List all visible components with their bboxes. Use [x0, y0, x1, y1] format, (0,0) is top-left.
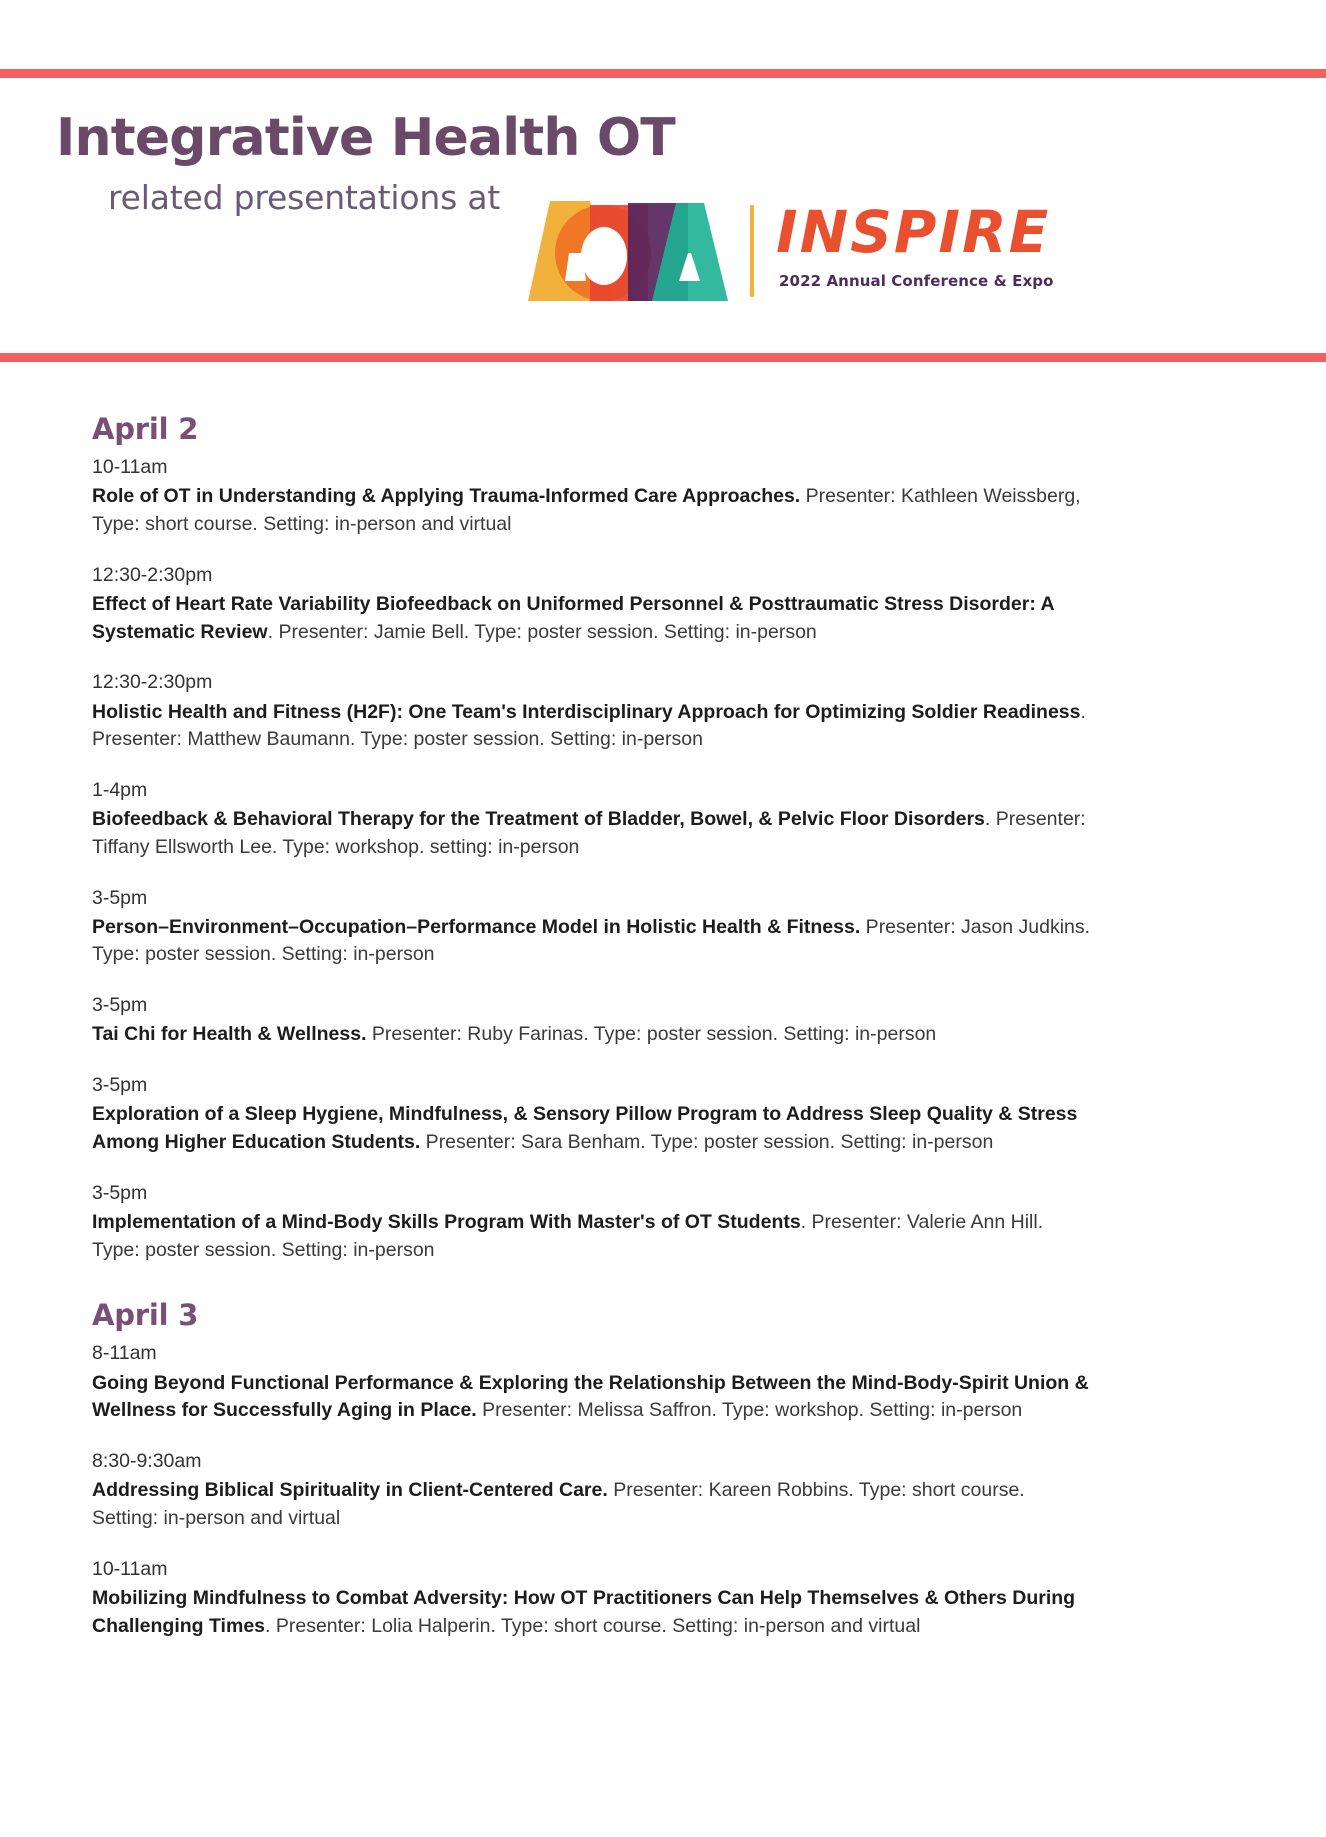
- entry-title: Tai Chi for Health & Wellness.: [92, 1023, 367, 1046]
- logo-divider-icon: [750, 205, 754, 297]
- header-bottom-rule: [0, 353, 1326, 362]
- entry-body: [92, 1101, 1092, 1156]
- schedule-entry: [92, 1339, 1270, 1425]
- entry-title: Going Beyond Functional Performance & Exploring the Relationship Between the Mind-Body-Spirit Union & Wellness for Successfully Aging in Place.: [92, 1371, 1089, 1422]
- entry-meta: Presenter: Sara Benham. Type: poster session. Setting: in-person: [420, 1131, 994, 1153]
- title-block: [56, 78, 1326, 217]
- entry-body: [92, 1585, 1092, 1640]
- entry-body: [92, 591, 1092, 646]
- entry-meta: Presenter: Kareen Robbins. Type: short course. Setting: in-person and virtual: [92, 1479, 1025, 1529]
- entry-meta: Presenter: Ruby Farinas. Type: poster session. Setting: in-person: [366, 1023, 937, 1046]
- entry-meta: Presenter: Jason Judkins. Type: poster session. Setting: in-person: [92, 915, 1091, 966]
- schedule-entry: [92, 1071, 1270, 1157]
- entry-time: 10-11am: [92, 456, 168, 478]
- schedule-entry: [92, 991, 1270, 1049]
- entry-meta: . Presenter: Tiffany Ellsworth Lee. Type: workshop. setting: in-person: [92, 808, 1086, 858]
- entry-body: [92, 1021, 1092, 1049]
- entry-meta: Presenter: Melissa Saffron. Type: workshop. Setting: in-person: [476, 1399, 1023, 1422]
- page-title: Integrative Health OT: [56, 108, 675, 168]
- entry-meta: . Presenter: Matthew Baumann. Type: poster session. Setting: in-person: [92, 700, 1086, 751]
- entry-title: Effect of Heart Rate Variability Biofeedback on Uniformed Personnel & Posttraumatic Stress Disorder: A Systematic Review: [92, 592, 1054, 643]
- entry-meta: Presenter: Kathleen Weissberg, Type: short course. Setting: in-person and virtual: [92, 485, 1081, 535]
- entry-time: 3-5pm: [92, 1074, 148, 1097]
- day-entries-1: [92, 1339, 1270, 1640]
- entry-meta: . Presenter: Lolia Halperin. Type: short course. Setting: in-person and virtual: [265, 1614, 921, 1637]
- page-subtitle: related presentations at: [108, 177, 501, 217]
- schedule-entry: [92, 1447, 1270, 1533]
- day-heading-1: April 3: [92, 1298, 199, 1333]
- schedule-entry: [92, 776, 1270, 862]
- entry-body: [92, 806, 1092, 861]
- entry-body: [92, 1370, 1092, 1425]
- top-divider-rule: [0, 69, 1326, 78]
- entry-time: 12:30-2:30pm: [92, 563, 213, 586]
- schedule-entry: [92, 668, 1270, 754]
- schedule-content: [0, 362, 1326, 1640]
- entry-time: 3-5pm: [92, 1181, 148, 1204]
- entry-title: Mobilizing Mindfulness to Combat Adversity: How OT Practitioners Can Help Themselves & Others During Challenging Times: [92, 1586, 1076, 1637]
- aota-logo-icon: [528, 201, 728, 301]
- page-header: [0, 78, 1326, 353]
- inspire-wordmark: INSPIRE: [776, 198, 1051, 266]
- entry-title: Person–Environment–Occupation–Performance Model in Holistic Health & Fitness.: [92, 915, 861, 938]
- entry-title: Role of OT in Understanding & Applying Trauma-Informed Care Approaches.: [92, 485, 801, 508]
- inspire-block: [776, 198, 1054, 290]
- entry-body: [92, 699, 1092, 754]
- entry-time: 1-4pm: [92, 778, 148, 801]
- schedule-entry: [92, 1555, 1270, 1641]
- entry-time: 10-11am: [92, 1557, 168, 1580]
- schedule-entry: [92, 1179, 1270, 1265]
- entry-meta: . Presenter: Valerie Ann Hill. Type: poster session. Setting: in-person: [92, 1210, 1044, 1261]
- entry-meta: . Presenter: Jamie Bell. Type: poster session. Setting: in-person: [267, 620, 817, 643]
- entry-title: Implementation of a Mind-Body Skills Program With Master's of OT Students: [92, 1210, 801, 1233]
- entry-title: Exploration of a Sleep Hygiene, Mindfulness, & Sensory Pillow Program to Address Sleep Quality & Stress Among Higher Education Students.: [92, 1103, 1078, 1153]
- entry-time: 3-5pm: [92, 994, 148, 1017]
- entry-title: Holistic Health and Fitness (H2F): One Team's Interdisciplinary Approach for Optimizing Soldier Readiness: [92, 700, 1081, 723]
- entry-body: [92, 1209, 1092, 1264]
- entry-title: Addressing Biblical Spirituality in Client-Centered Care.: [92, 1479, 608, 1502]
- conference-tagline: 2022 Annual Conference & Expo: [779, 272, 1054, 290]
- entry-title: Biofeedback & Behavioral Therapy for the Treatment of Bladder, Bowel, & Pelvic Floor Disorders: [92, 808, 985, 831]
- entry-body: [92, 914, 1092, 969]
- entry-time: 3-5pm: [92, 886, 148, 909]
- schedule-entry: [92, 561, 1270, 647]
- schedule-entry: [92, 453, 1270, 539]
- aota-inspire-logo: [528, 198, 1054, 301]
- entry-time: 8:30-9:30am: [92, 1449, 202, 1472]
- day-entries-0: [92, 453, 1270, 1264]
- entry-time: 12:30-2:30pm: [92, 671, 213, 694]
- entry-body: [92, 1477, 1092, 1532]
- schedule-entry: [92, 884, 1270, 970]
- day-heading-0: April 2: [92, 412, 199, 446]
- entry-body: [92, 483, 1092, 538]
- entry-time: 8-11am: [92, 1342, 157, 1365]
